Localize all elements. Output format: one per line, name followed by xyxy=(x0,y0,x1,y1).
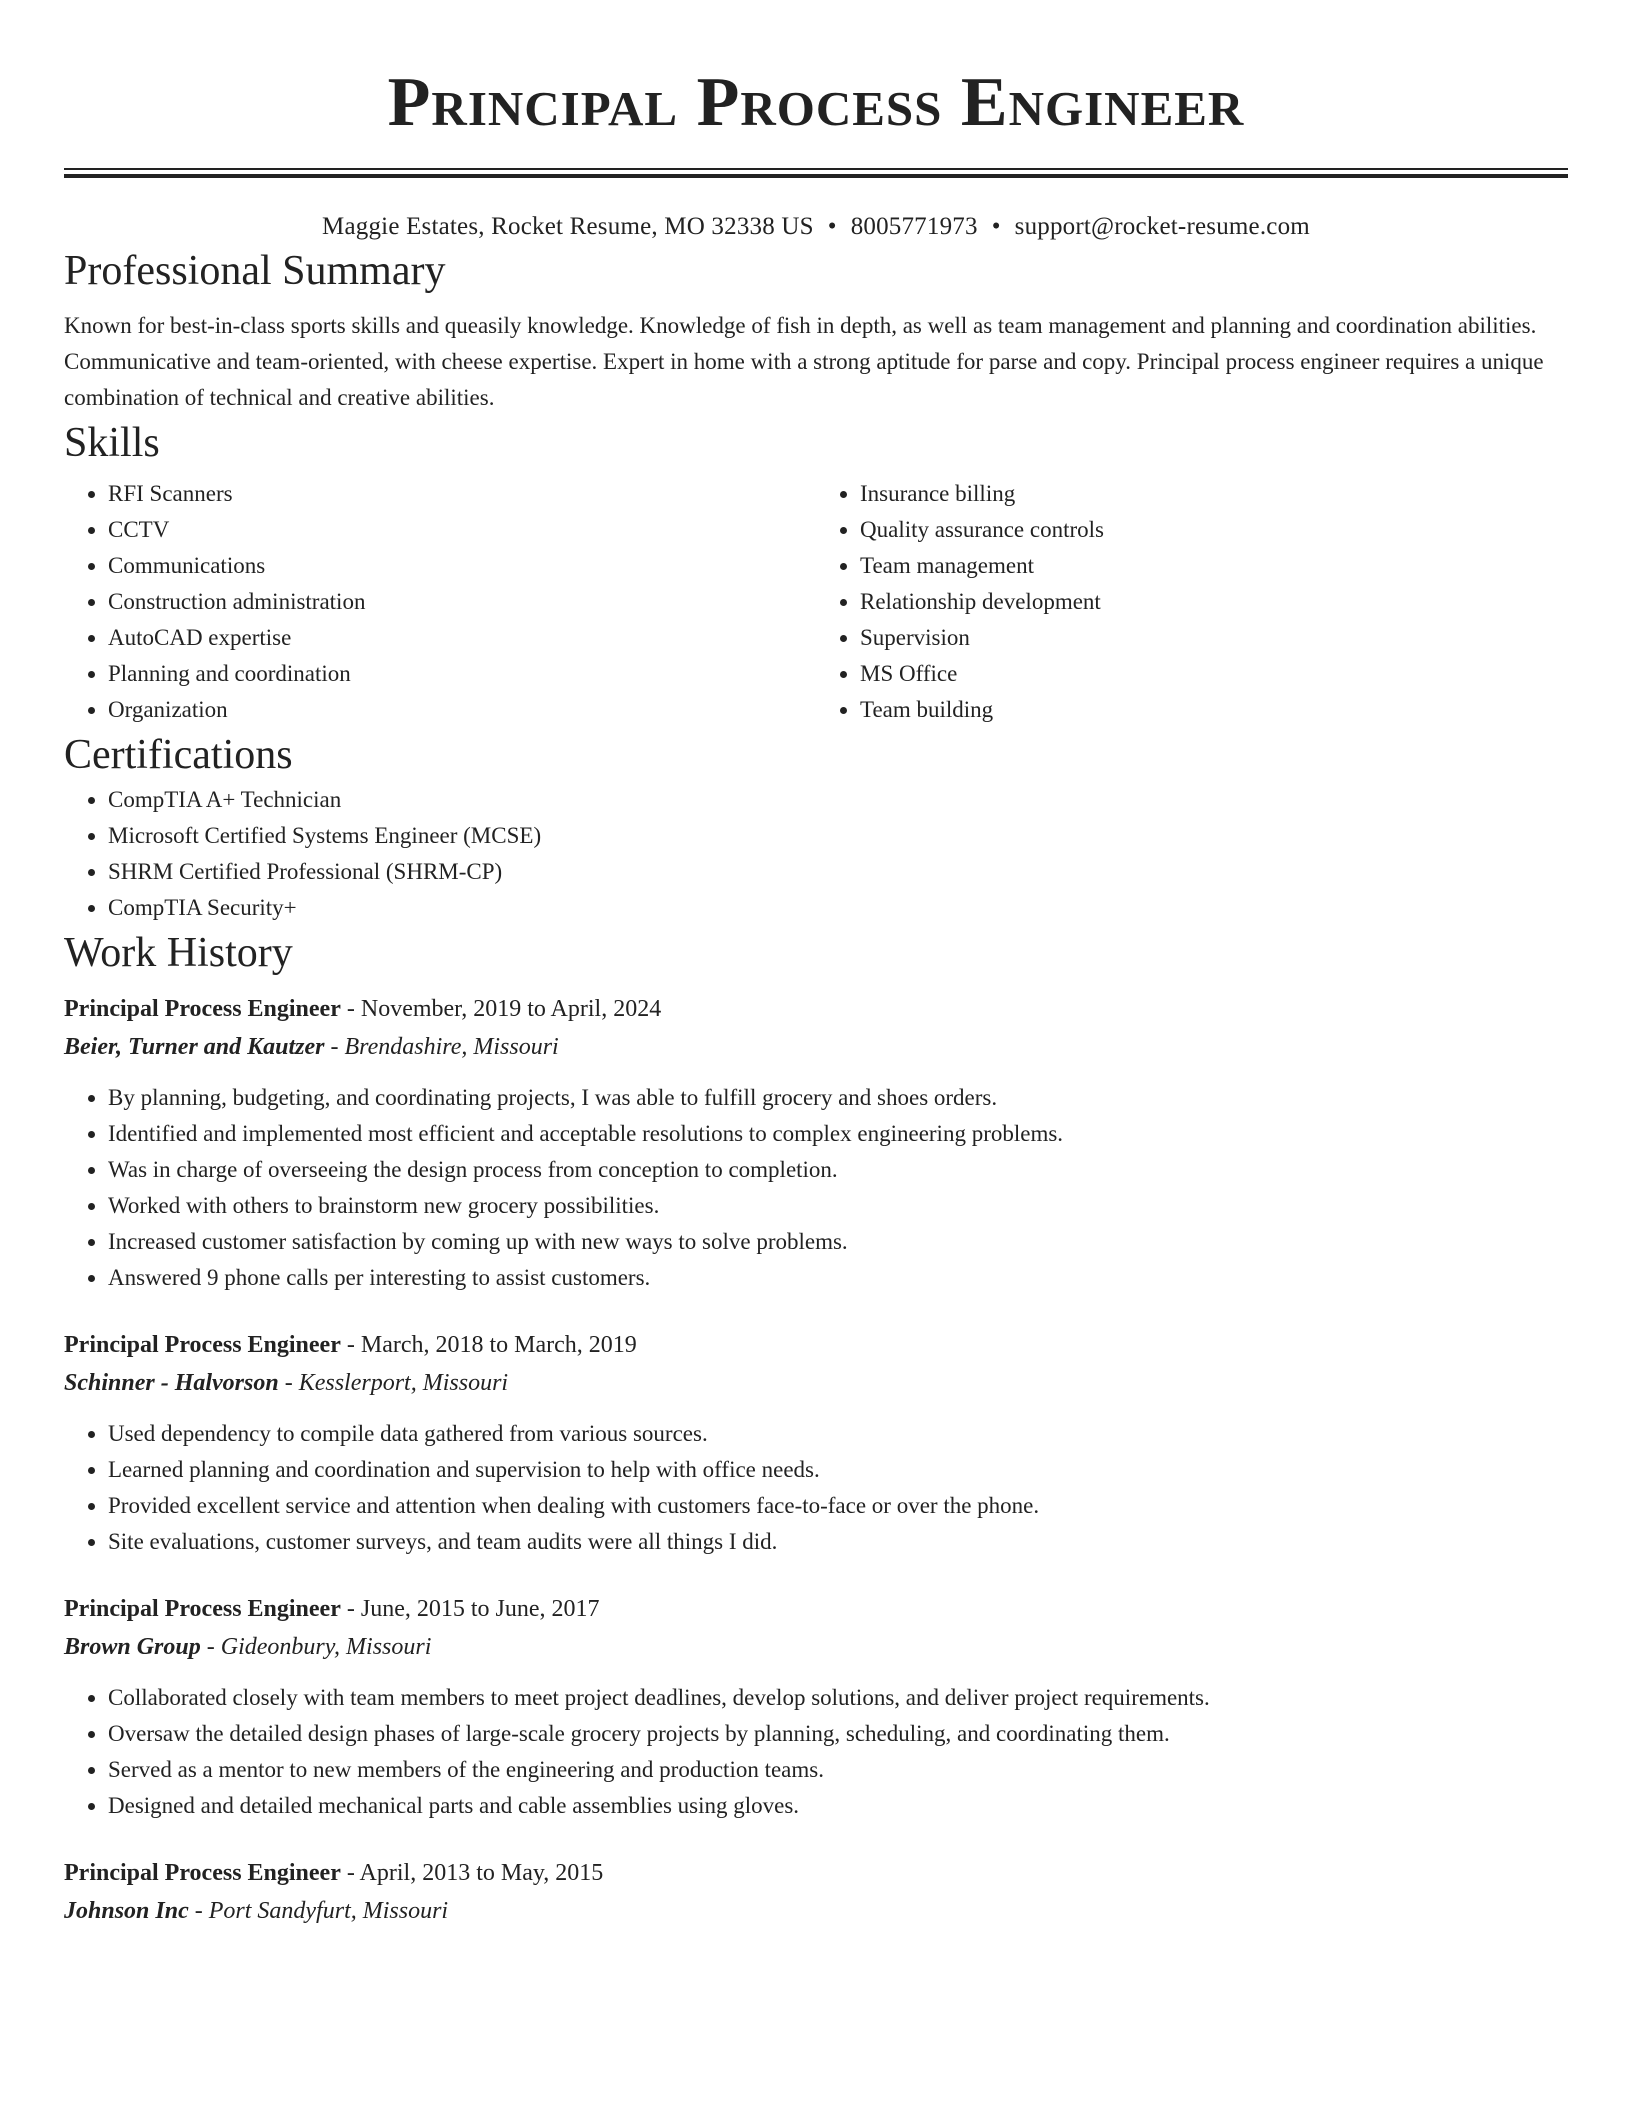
job-dash: - xyxy=(340,1332,361,1358)
job-dash: - xyxy=(200,1634,221,1660)
skills-list-right xyxy=(816,476,1568,728)
job-title: Principal Process Engineer xyxy=(64,996,341,1022)
skill-item: • AutoCAD expertise xyxy=(108,620,816,656)
resume-title: Principal Process Engineer xyxy=(387,64,1245,141)
skill-item: • CCTV xyxy=(108,512,816,548)
job-duty: • Answered 9 phone calls per interesting to assist customers. xyxy=(108,1260,1568,1296)
job-company: Johnson Inc xyxy=(64,1898,189,1924)
skill-item: • Quality assurance controls xyxy=(860,512,1568,548)
skill-item: • Team building xyxy=(860,692,1568,728)
job-duty: • Provided excellent service and attention when dealing with customers face-to-face or over the phone. xyxy=(108,1488,1568,1524)
job-location: Gideonbury, Missouri xyxy=(220,1634,432,1660)
certifications-list xyxy=(64,782,1568,926)
job-entry xyxy=(64,1590,1568,1824)
job-duty: • Worked with others to brainstorm new grocery possibilities. xyxy=(108,1188,1568,1224)
job-duty: • By planning, budgeting, and coordinating projects, I was able to fulfill grocery and shoes orders. xyxy=(108,1080,1568,1116)
skill-item: • Construction administration xyxy=(108,584,816,620)
skill-item: • Communications xyxy=(108,548,816,584)
job-entry xyxy=(64,1854,1568,1930)
summary-text: Known for best-in-class sports skills and queasily knowledge. Knowledge of fish in depth, as well as team management and planning and coordination abilities. Communicative and team-oriented, with cheese expertise. Expert in home with a strong aptitude for parse and copy. Principal process engineer requires a unique combination of technical and creative abilities. xyxy=(64,313,1544,410)
skill-item: • Relationship development xyxy=(860,584,1568,620)
job-duty: • Identified and implemented most efficient and acceptable resolutions to complex engineering problems. xyxy=(108,1116,1568,1152)
job-title: Principal Process Engineer xyxy=(64,1332,341,1358)
job-duty: • Increased customer satisfaction by coming up with new ways to solve problems. xyxy=(108,1224,1568,1260)
skill-item: • Insurance billing xyxy=(860,476,1568,512)
job-title: Principal Process Engineer xyxy=(64,1596,341,1622)
job-company: Schinner - Halvorson xyxy=(64,1370,279,1396)
job-duty: • Served as a mentor to new members of the engineering and production teams. xyxy=(108,1752,1568,1788)
skill-item: • Supervision xyxy=(860,620,1568,656)
job-company: Beier, Turner and Kautzer xyxy=(64,1034,325,1060)
job-dash: - xyxy=(340,996,361,1022)
job-title-line xyxy=(64,990,1568,1028)
certification-item: • CompTIA A+ Technician xyxy=(108,782,1568,818)
job-dates: April, 2013 to May, 2015 xyxy=(359,1860,604,1886)
job-duty: • Used dependency to compile data gathered from various sources. xyxy=(108,1416,1568,1452)
skills-heading: Skills xyxy=(64,420,160,466)
job-title-line xyxy=(64,1590,1568,1628)
job-title-line xyxy=(64,1854,1568,1892)
job-location: Kesslerport, Missouri xyxy=(298,1370,509,1396)
job-company-line xyxy=(64,1028,1568,1066)
certifications-heading: Certifications xyxy=(64,732,293,778)
job-duty: • Designed and detailed mechanical parts and cable assemblies using gloves. xyxy=(108,1788,1568,1824)
job-dash: - xyxy=(188,1898,209,1924)
job-duty: • Learned planning and coordination and supervision to help with office needs. xyxy=(108,1452,1568,1488)
job-entry xyxy=(64,1326,1568,1560)
job-dash: - xyxy=(340,1860,360,1886)
summary-heading: Professional Summary xyxy=(64,248,446,294)
job-duty: • Was in charge of overseeing the design process from conception to completion. xyxy=(108,1152,1568,1188)
skills-list-left xyxy=(64,476,816,728)
job-dates: November, 2019 to April, 2024 xyxy=(360,996,662,1022)
contact-separator: • xyxy=(827,213,837,240)
job-dash: - xyxy=(340,1596,361,1622)
title-divider xyxy=(64,168,1568,178)
skill-item: • RFI Scanners xyxy=(108,476,816,512)
job-dates: June, 2015 to June, 2017 xyxy=(360,1596,600,1622)
job-entry xyxy=(64,990,1568,1296)
job-duties-list xyxy=(64,1080,1568,1296)
certification-item: • CompTIA Security+ xyxy=(108,890,1568,926)
work-history-heading: Work History xyxy=(64,930,293,976)
contact-email: support@rocket-resume.com xyxy=(1014,213,1310,240)
job-duties-list xyxy=(64,1416,1568,1560)
job-duties-list xyxy=(64,1680,1568,1824)
job-company: Brown Group xyxy=(64,1634,201,1660)
skill-item: • Planning and coordination xyxy=(108,656,816,692)
certification-item: • Microsoft Certified Systems Engineer (MCSE) xyxy=(108,818,1568,854)
skill-item: • MS Office xyxy=(860,656,1568,692)
job-company-line xyxy=(64,1364,1568,1402)
job-dash: - xyxy=(324,1034,345,1060)
job-location: Port Sandyfurt, Missouri xyxy=(208,1898,449,1924)
job-location: Brendashire, Missouri xyxy=(344,1034,559,1060)
job-dates: March, 2018 to March, 2019 xyxy=(360,1332,637,1358)
skills-columns xyxy=(64,476,1568,728)
job-title-line xyxy=(64,1326,1568,1364)
contact-address: Maggie Estates, Rocket Resume, MO 32338 US xyxy=(322,213,814,240)
job-duty: • Site evaluations, customer surveys, and team audits were all things I did. xyxy=(108,1524,1568,1560)
skill-item: • Organization xyxy=(108,692,816,728)
job-duty: • Oversaw the detailed design phases of large-scale grocery projects by planning, scheduling, and coordinating them. xyxy=(108,1716,1568,1752)
contact-phone: 8005771973 xyxy=(850,213,978,240)
contact-separator: • xyxy=(991,213,1001,240)
contact-line xyxy=(64,210,1568,244)
resume-page xyxy=(64,0,1568,1930)
job-duty: • Collaborated closely with team members to meet project deadlines, develop solutions, and deliver project requirements. xyxy=(108,1680,1568,1716)
job-title: Principal Process Engineer xyxy=(64,1860,341,1886)
job-company-line xyxy=(64,1628,1568,1666)
job-dash: - xyxy=(278,1370,299,1396)
certification-item: • SHRM Certified Professional (SHRM-CP) xyxy=(108,854,1568,890)
skill-item: • Team management xyxy=(860,548,1568,584)
job-company-line xyxy=(64,1892,1568,1930)
